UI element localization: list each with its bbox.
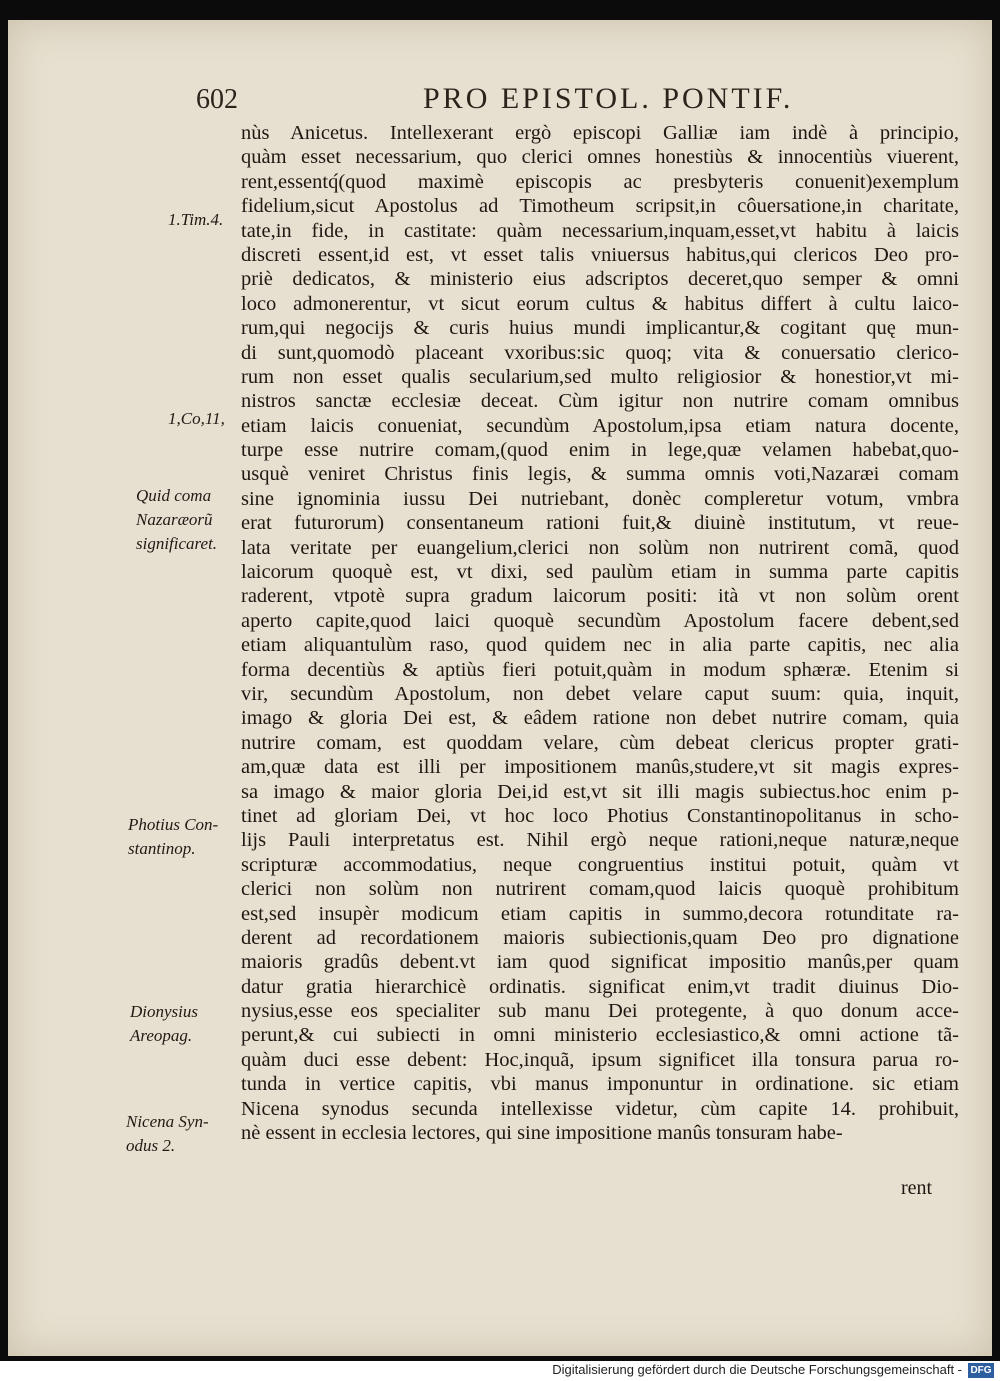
- text-line: am,quæ data est illi per impositionem manûs,studere,vt sit magis expres-: [241, 756, 959, 779]
- text-line: nùs Anicetus. Intellexerant ergò episcopi Galliæ iam indè à principio,: [241, 122, 959, 144]
- text-line: perunt,& cui subiecti in omni ministerio ecclesiastico,& omni actione tã-: [241, 1024, 959, 1047]
- text-line: quàm duci esse debent: Hoc,inquã, ipsum significet illa tonsura parua ro-: [241, 1048, 959, 1071]
- marginal-note-dionysius-2: Areopag.: [130, 1026, 193, 1045]
- text-line: lata veritate per euangelium,clerici non solùm non nutrirent comã, quod: [241, 536, 959, 559]
- text-line: di sunt,quomodò placeant vxoribus:sic quoq; vita & conuersatio clerico-: [241, 341, 959, 364]
- text-line: imago & gloria Dei est, & eâdem ratione non debet nutrire comam, quia: [241, 707, 959, 730]
- text-line: quàm esset necessarium, quo clerici omnes honestiùs & innocentiùs viuerent,: [241, 146, 959, 169]
- text-line: priè dedicatos, & ministerio eius adscriptos deceret,quo semper & omni: [241, 268, 959, 291]
- text-line: discreti essent,id est, vt esset talis vniuersus habitus,qui clericos Deo pro-: [241, 243, 959, 266]
- text-line: lijs Pauli interpretatus est. Nihil ergò neque rationi,neque naturæ,neque: [241, 829, 959, 852]
- text-line: est,sed insupèr modicum etiam capitis in summo,decora rotunditate ra-: [241, 902, 959, 925]
- marginal-note-nazarei-3: significaret.: [136, 534, 218, 553]
- text-line: derent ad recordationem maioris subiectionis,quam Deo pro dignatione: [241, 926, 959, 949]
- text-line: sa imago & maior gloria Dei,id est,vt sit illi magis subiectus.hoc enim p-: [241, 780, 959, 803]
- text-line: Nicena synodus secunda intellexisse videtur, cùm capite 14. prohibuit,: [241, 1097, 959, 1120]
- text-line: loco admonerentur, vt sicut eorum cultus & habitus differt à cultu laico-: [241, 292, 959, 315]
- text-line: raderent, vtpotè supra gradum laicorum positi: ità vt non solùm orent: [241, 585, 959, 608]
- catchword: rent: [901, 1177, 933, 1199]
- text-line: turpe esse nutrire comam,(quod enim in lege,quæ velamen habebat,quo-: [241, 439, 959, 462]
- text-line: nè essent in ecclesia lectores, qui sine impositione manûs tonsuram habe-: [241, 1122, 843, 1145]
- text-line: fidelium,sicut Apostolus ad Timotheum scripsit,in côuersatione,in charitate,: [241, 195, 959, 218]
- text-line: nutrire comam, est quoddam velare, cùm debeat clericus propter grati-: [241, 731, 959, 754]
- marginal-note-corinthians: 1,Co,11,: [168, 409, 225, 428]
- text-line: datur gratia hierarchicè ordinatis. significat enim,vt tradit diuinus Dio-: [241, 975, 959, 998]
- text-line: nistros sanctæ ecclesiæ deceat. Cùm igitur non nutrire comam omnibus: [241, 390, 959, 413]
- text-line: nysius,esse eos specialiter sub manu Dei protegente, à quo donum acce-: [241, 1000, 959, 1023]
- text-line: rum non esset qualis secularium,sed multo religiosior & honestior,vt mi-: [241, 365, 959, 388]
- marginal-note-nicena-1: Nicena Syn-: [126, 1112, 209, 1131]
- text-line: tunda in vertice capitis, vbi manus imponuntur in ordinatione. sic etiam: [241, 1073, 959, 1096]
- marginal-note-timothy: 1.Tim.4.: [168, 210, 224, 229]
- text-line: rent,essentq́(quod maximè episcopis ac presbyteris conuenit)exemplum: [241, 170, 959, 193]
- marginal-note-nazarei-2: Nazaræorũ: [136, 510, 213, 529]
- text-line: usquè veniret Christus finis legis, & summa omnis voti,Nazaræi comam: [241, 463, 959, 486]
- marginal-note-photius-2: stantinop.: [128, 839, 196, 858]
- text-line: scripturæ accommodatius, neque congruentius institui potuit, quàm vt: [241, 853, 959, 876]
- marginal-note-dionysius-1: Dionysius: [130, 1002, 198, 1021]
- text-line: erat futurorum) consentaneum rationi fuit,& diuinè institutum, vt reue-: [241, 512, 959, 535]
- text-line: tinet ad gloriam Dei, vt hoc loco Photius Constantinopolitanus in scho-: [241, 804, 959, 827]
- marginal-note-photius-1: Photius Con-: [128, 815, 219, 834]
- marginal-note-nicena-2: odus 2.: [126, 1136, 176, 1155]
- text-line: rum,qui negocijs & curis huius mundi implicantur,& cogitant quę mun-: [241, 317, 959, 340]
- text-line: vir, secundùm Apostolum, non debet velare caput suum: quia, inquit,: [241, 682, 959, 705]
- dfg-logo-icon: DFG: [968, 1363, 994, 1378]
- funding-notice: Digitalisierung gefördert durch die Deutsche Forschungsgemeinschaft -: [552, 1362, 962, 1377]
- text-line: forma decentiùs & aptiùs fieri potuit,quàm in modum sphæræ. Etenim si: [241, 658, 959, 681]
- page-number: 602: [196, 84, 238, 115]
- scanned-page: [8, 20, 992, 1356]
- marginal-note-nazarei-1: Quid coma: [136, 486, 212, 505]
- text-line: etiam aliquantulùm raso, quod quidem nec in alia parte capitis, nec alia: [241, 634, 959, 657]
- text-line: tate,in fide, in castitate: quàm necessarium,inquam,esset,vt habitu à laicis: [241, 219, 959, 242]
- text-line: clerici non solùm non nutrirent comam,quod laicis quoquè prohibitum: [241, 878, 959, 901]
- text-line: aperto capite,quod laici quoquè secundùm Apostolum facere debent,sed: [241, 609, 959, 632]
- body-text: [241, 121, 959, 1145]
- text-line: etiam laicis conueniat, secundùm Apostolum,ipsa etiam natura docente,: [241, 414, 959, 437]
- text-line: sine ignominia iussu Dei nutriebant, donèc compleretur votum, vmbra: [241, 487, 959, 510]
- running-title: PRO EPISTOL. PONTIF.: [423, 82, 794, 115]
- text-line: maioris gradûs debent.vt iam quod significat impositio manûs,per quam: [241, 951, 959, 974]
- text-line: laicorum quoquè est, vt dixi, sed paulùm etiam in summa parte capitis: [241, 561, 959, 584]
